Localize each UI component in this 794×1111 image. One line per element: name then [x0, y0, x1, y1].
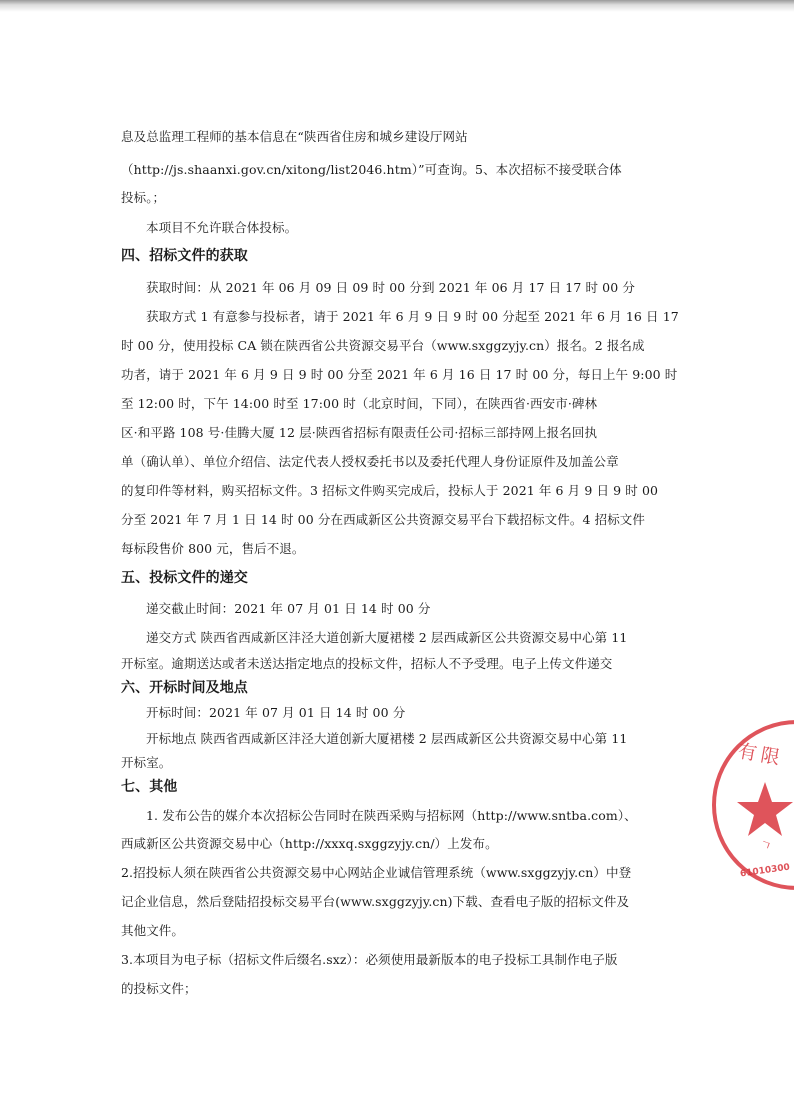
body-line: 开标室。逾期送达或者未送达指定地点的投标文件，招标人不予受理。电子上传文件递交 — [121, 656, 613, 671]
section-heading-4: 四、招标文件的获取 — [121, 248, 248, 264]
section-heading-7: 七、其他 — [121, 779, 178, 795]
section-heading-5: 五、投标文件的递交 — [121, 570, 248, 586]
body-line: 开标室。 — [121, 755, 172, 770]
body-line: 本项目不允许联合体投标。 — [146, 220, 298, 235]
body-line: 每标段售价 800 元，售后不退。 — [121, 541, 305, 556]
body-line: 分至 2021 年 7 月 1 日 14 时 00 分在西咸新区公共资源交易平台下载招标文件。4 招标文件 — [121, 512, 645, 527]
body-line: 开标时间：2021 年 07 月 01 日 14 时 00 分 — [146, 705, 406, 720]
body-line: 功者，请于 2021 年 6 月 9 日 9 时 00 分至 2021 年 6 月 16 日 17 时 00 分，每日上午 9:00 时 — [121, 367, 678, 382]
body-line: 获取时间：从 2021 年 06 月 09 日 09 时 00 分到 2021 年 06 月 17 日 17 时 00 分 — [146, 280, 635, 295]
seal-star-icon — [735, 780, 794, 840]
body-line: 的投标文件； — [121, 981, 197, 996]
body-line: 记企业信息，然后登陆招投标交易平台(www.sxggzyjy.cn)下载、查看电子版的招标文件及 — [121, 894, 630, 909]
body-line: （http://js.shaanxi.gov.cn/xitong/list2046.htm）”可查询。5、本次招标不接受联合体 — [121, 162, 622, 177]
scan-edge — [0, 0, 794, 12]
body-line: 获取方式 1 有意参与投标者，请于 2021 年 6 月 9 日 9 时 00 分起至 2021 年 6 月 16 日 17 — [146, 309, 679, 324]
body-line: 至 12:00 时，下午 14:00 时至 17:00 时（北京时间，下同），在陕西省·西安市·碑林 — [121, 396, 598, 411]
body-line: 区·和平路 108 号·佳腾大厦 12 层·陕西省招标有限责任公司·招标三部持网上报名回执 — [121, 425, 598, 440]
body-line: 西咸新区公共资源交易中心（http://xxxq.sxggzyjy.cn/）上发布。 — [121, 836, 498, 851]
body-line: 时 00 分，使用投标 CA 锁在陕西省公共资源交易平台（www.sxggzyjy.cn）报名。2 报名成 — [121, 338, 645, 353]
body-line: 2.招投标人须在陕西省公共资源交易中心网站企业诚信管理系统（www.sxggzyjy.cn）中登 — [121, 865, 632, 880]
body-line: 3.本项目为电子标（招标文件后缀名.sxz）：必须使用最新版本的电子投标工具制作电子版 — [121, 952, 618, 967]
body-line: 递交截止时间：2021 年 07 月 01 日 14 时 00 分 — [146, 601, 431, 616]
body-line: 单（确认单）、单位介绍信、法定代表人授权委托书以及委托代理人身份证原件及加盖公章 — [121, 454, 619, 469]
body-line: 开标地点 陕西省西咸新区沣泾大道创新大厦裙楼 2 层西咸新区公共资源交易中心第 11 — [146, 731, 628, 746]
section-heading-6: 六、开标时间及地点 — [121, 680, 248, 696]
seal-code: 61010300 — [739, 862, 791, 880]
body-line: 其他文件。 — [121, 923, 185, 938]
seal-text: 有限 — [736, 740, 786, 770]
body-line: 1. 发布公告的媒介本次招标公告同时在陕西采购与招标网（http://www.sntba.com）、 — [146, 808, 637, 823]
body-line: 投标。； — [121, 190, 166, 205]
body-line: 息及总监理工程师的基本信息在“陕西省住房和城乡建设厅网站 — [121, 129, 468, 144]
body-line: 的复印件等材料，购买招标文件。3 招标文件购买完成后，投标人于 2021 年 6 月 9 日 9 时 00 — [121, 483, 659, 498]
body-line: 递交方式 陕西省西咸新区沣泾大道创新大厦裙楼 2 层西咸新区公共资源交易中心第 11 — [146, 630, 628, 645]
seal-mark: ㄱ — [757, 836, 774, 854]
